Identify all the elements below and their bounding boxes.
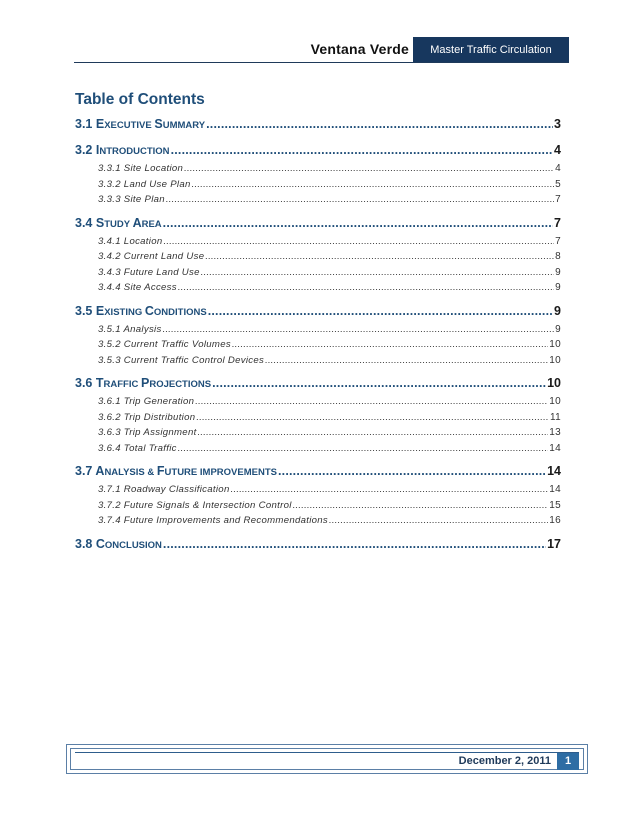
toc-section-label-part: A (95, 464, 105, 478)
toc-section-page: 7 (554, 215, 561, 230)
toc-section-label-part: ONCLUSION (104, 539, 162, 551)
toc-subsection-entry[interactable] (75, 396, 561, 412)
footer-page-number: 1 (557, 753, 579, 770)
toc-section-label-part: P (140, 376, 150, 390)
toc-subsection-entry[interactable] (75, 236, 561, 252)
toc-section-label-part: 3.5 (75, 303, 93, 318)
toc-section-entry[interactable] (75, 537, 561, 557)
toc-subsection-label: 3.6.1 Trip Generation (98, 396, 195, 407)
toc-section-label-part: A (132, 215, 142, 230)
toc-subsection-page: 8 (555, 251, 561, 262)
toc-subsection-entry[interactable] (75, 427, 561, 443)
toc-section-entry[interactable] (75, 376, 561, 396)
toc-subsection-entry[interactable] (75, 194, 561, 210)
toc-section-entry[interactable] (75, 117, 561, 137)
toc-subsection-entry[interactable] (75, 515, 561, 531)
toc-subsection-label: 3.4.2 Current Land Use (98, 251, 205, 262)
table-of-contents (75, 117, 561, 557)
toc-section-label-part: 3.4 (75, 215, 93, 230)
toc-subsection-entry[interactable] (75, 282, 561, 298)
toc-subsection-page: 5 (555, 178, 561, 190)
toc-dot-leader (178, 282, 554, 293)
toc-subsection-entry[interactable] (75, 484, 561, 500)
toc-dot-leader (265, 355, 548, 366)
toc-subsection-entry[interactable] (75, 339, 561, 355)
toc-section-label-part: 3.2 (75, 143, 93, 157)
toc-subsection-page: 15 (549, 499, 561, 511)
toc-section-entry[interactable] (75, 216, 561, 236)
toc-section-page: 9 (554, 303, 561, 318)
toc-subsection-entry[interactable] (75, 412, 561, 428)
toc-section-label-part: ROJECTIONS (149, 379, 212, 390)
toc-dot-leader (195, 396, 548, 407)
toc-dot-leader (163, 537, 546, 551)
toc-dot-leader (278, 464, 546, 478)
toc-section-entry[interactable] (75, 464, 561, 484)
toc-dot-leader (163, 236, 554, 247)
toc-section-label-part: UMMARY (162, 120, 206, 131)
toc-section-label-part: S (95, 215, 105, 230)
toc-subsection-page: 10 (549, 354, 561, 366)
toc-section-label-part: 3.8 (75, 536, 93, 551)
toc-section-label (75, 376, 211, 390)
toc-section-page: 10 (547, 376, 561, 390)
toc-subsection-page: 13 (549, 427, 561, 438)
header-rule (74, 62, 569, 63)
footer-rule (75, 752, 579, 753)
toc-section-label-part: E (95, 303, 105, 318)
toc-dot-leader (206, 117, 553, 131)
toc-subsection-page: 9 (555, 266, 561, 278)
toc-subsection-label: 3.4.4 Site Access (98, 282, 177, 293)
toc-dot-leader (166, 194, 554, 205)
toc-section-entry[interactable] (75, 143, 561, 163)
toc-dot-leader (178, 443, 549, 454)
toc-section-label (75, 537, 162, 551)
toc-dot-leader (163, 216, 553, 230)
toc-subsection-page: 16 (549, 515, 561, 526)
toc-subsection-label: 3.4.1 Location (98, 235, 163, 247)
toc-section-label-part: XECUTIVE (104, 120, 155, 131)
toc-subsection-entry[interactable] (75, 267, 561, 283)
toc-subsection-label: 3.7.4 Future Improvements and Recommendations (98, 515, 329, 526)
toc-subsection-entry[interactable] (75, 500, 561, 516)
toc-dot-leader (171, 143, 553, 157)
toc-subsection-page: 7 (555, 194, 561, 205)
toc-subsection-entry[interactable] (75, 355, 561, 371)
toc-subsection-label: 3.6.4 Total Traffic (98, 442, 177, 454)
toc-section-label-part: 3.1 (75, 117, 93, 131)
toc-subsection-page: 11 (550, 411, 561, 423)
toc-section-label-part: NALYSIS & (104, 467, 157, 478)
toc-dot-leader (232, 339, 548, 350)
toc-section-label-part: S (154, 117, 163, 131)
toc-subsection-entry[interactable] (75, 324, 561, 340)
toc-section-label-part: ONDITIONS (153, 306, 207, 318)
toc-title: Table of Contents (75, 91, 205, 108)
toc-section-label (75, 117, 205, 131)
toc-subsection-page: 14 (549, 484, 561, 495)
toc-section-label-part: C (144, 303, 154, 318)
toc-dot-leader (192, 179, 554, 190)
toc-subsection-label: 3.4.3 Future Land Use (98, 266, 200, 278)
footer-date: December 2, 2011 (458, 755, 551, 767)
toc-subsection-label: 3.6.3 Trip Assignment (98, 427, 197, 438)
toc-subsection-entry[interactable] (75, 443, 561, 459)
toc-subsection-page: 9 (555, 282, 561, 293)
toc-subsection-label: 3.3.1 Site Location (98, 163, 184, 174)
toc-dot-leader (212, 376, 546, 390)
toc-subsection-page: 10 (549, 396, 561, 407)
toc-subsection-entry[interactable] (75, 179, 561, 195)
toc-section-label-part: REA (141, 218, 162, 230)
toc-subsection-page: 4 (555, 163, 561, 174)
toc-subsection-entry[interactable] (75, 251, 561, 267)
page-footer (66, 744, 588, 774)
toc-section-label-part: I (95, 143, 100, 157)
header-title: Ventana Verde (310, 41, 409, 57)
toc-subsection-entry[interactable] (75, 163, 561, 179)
toc-dot-leader (208, 304, 553, 318)
toc-section-label-part: 3.7 (75, 464, 93, 478)
toc-dot-leader (205, 251, 554, 262)
toc-section-page: 17 (547, 536, 561, 551)
toc-subsection-label: 3.7.2 Future Signals & Intersection Control (98, 499, 292, 511)
page-header (74, 37, 569, 63)
toc-section-label-part: TUDY (104, 218, 133, 230)
toc-subsection-label: 3.7.1 Roadway Classification (98, 484, 230, 495)
toc-subsection-label: 3.5.3 Current Traffic Control Devices (98, 354, 265, 366)
toc-section-page: 4 (554, 143, 561, 157)
toc-section-label-part: NTRODUCTION (99, 146, 170, 157)
toc-section-label-part: UTURE IMPROVEMENTS (164, 467, 277, 478)
toc-section-label-part: RAFFIC (103, 379, 141, 390)
toc-dot-leader (184, 163, 554, 174)
toc-section-label-part: XISTING (104, 306, 145, 318)
toc-subsection-label: 3.5.1 Analysis (98, 323, 162, 335)
toc-section-label-part: F (156, 464, 165, 478)
toc-dot-leader (231, 484, 549, 495)
toc-subsection-label: 3.3.2 Land Use Plan (98, 178, 191, 190)
toc-dot-leader (293, 500, 549, 511)
toc-section-label (75, 143, 170, 157)
toc-subsection-label: 3.3.3 Site Plan (98, 194, 165, 205)
toc-subsection-label: 3.5.2 Current Traffic Volumes (98, 339, 231, 350)
toc-subsection-page: 10 (549, 339, 561, 350)
toc-section-page: 14 (547, 464, 561, 478)
toc-section-entry[interactable] (75, 304, 561, 324)
toc-section-label (75, 464, 277, 478)
toc-dot-leader (201, 267, 554, 278)
toc-section-label (75, 304, 207, 318)
toc-dot-leader (329, 515, 548, 526)
toc-section-label-part: C (95, 536, 105, 551)
toc-subsection-page: 9 (555, 323, 561, 335)
toc-section-page: 3 (554, 117, 561, 131)
toc-subsection-label: 3.6.2 Trip Distribution (98, 411, 196, 423)
toc-dot-leader (198, 427, 549, 438)
toc-section-label (75, 216, 162, 230)
header-subtitle-box: Master Traffic Circulation (413, 37, 569, 63)
toc-section-label-part: 3.6 (75, 376, 93, 390)
toc-section-label-part: T (95, 376, 104, 390)
toc-section-label-part: E (95, 117, 105, 131)
toc-subsection-page: 7 (555, 235, 561, 247)
toc-dot-leader (196, 412, 549, 423)
toc-dot-leader (163, 324, 555, 335)
toc-subsection-page: 14 (549, 442, 561, 454)
